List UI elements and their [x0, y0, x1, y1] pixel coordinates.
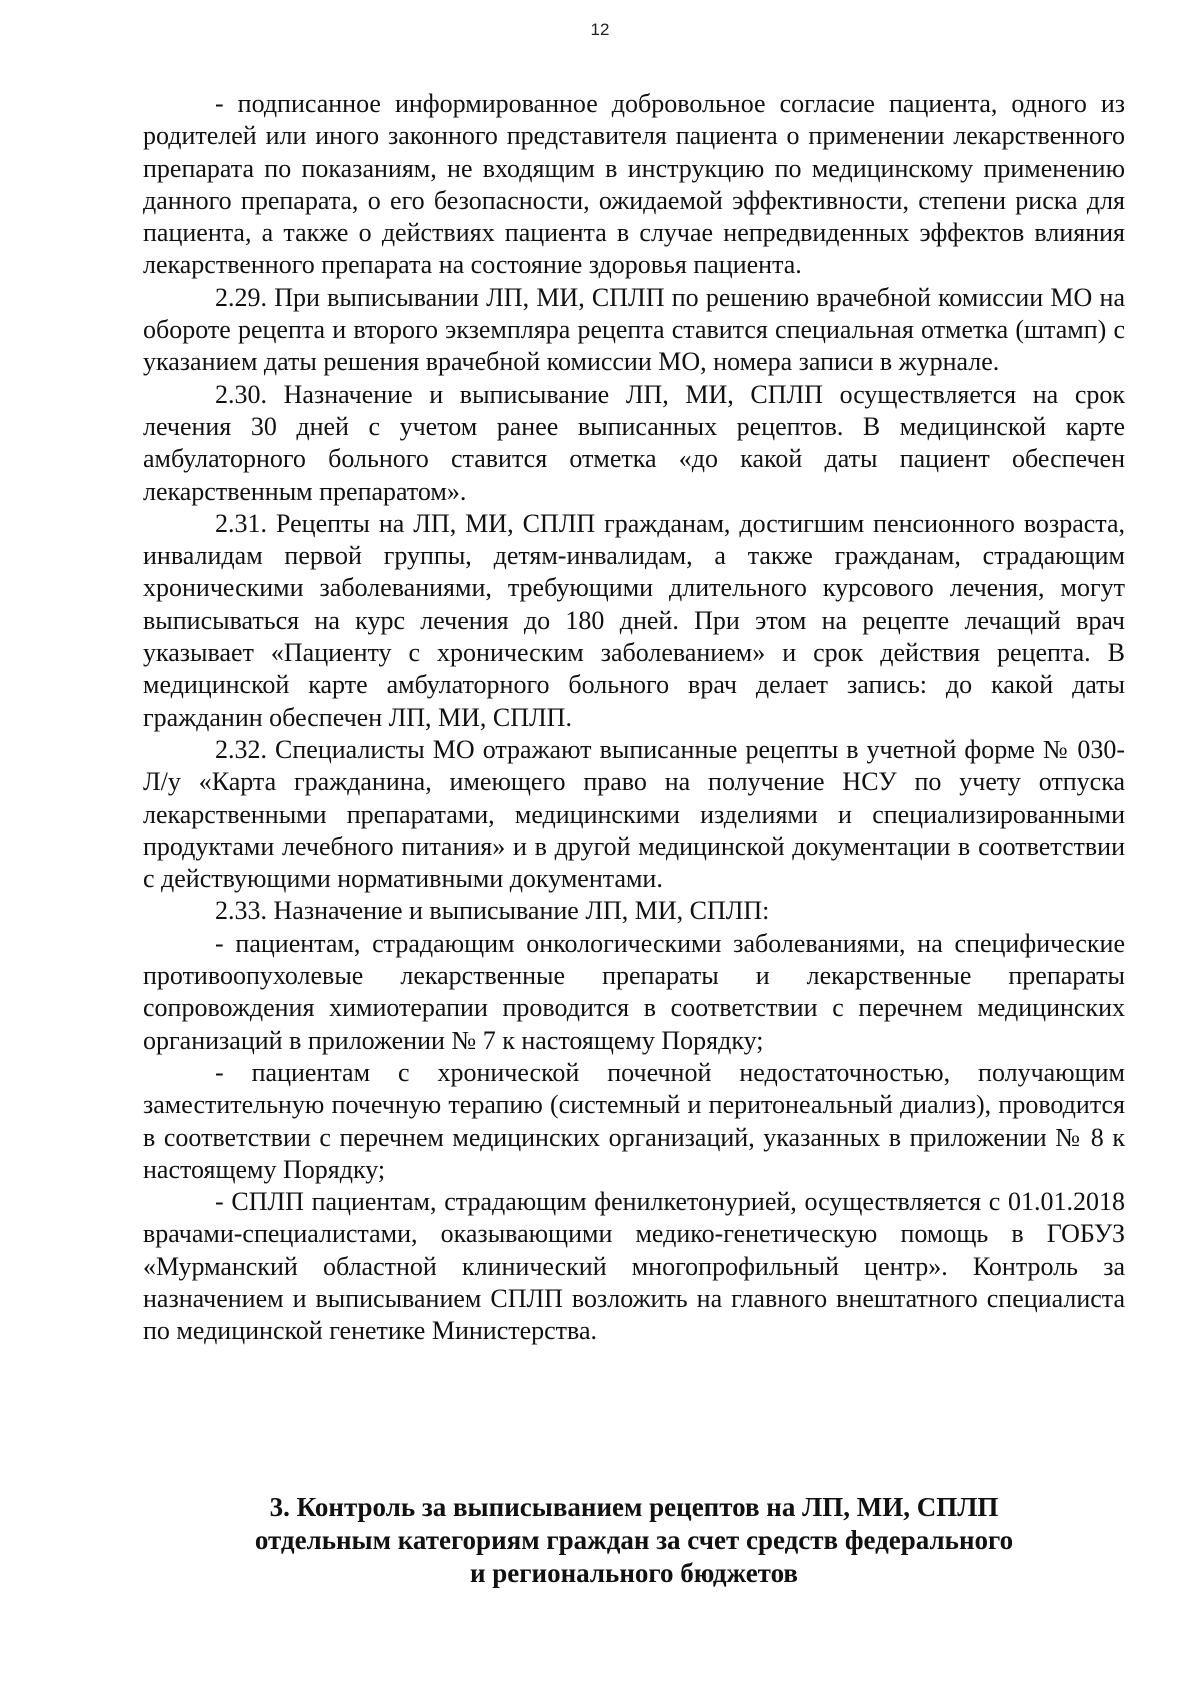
section-heading-line-1: 3. Контроль за выписыванием рецептов на ЛП, МИ, СПЛП [269, 1492, 999, 1522]
section-heading-line-2: отдельным категориям граждан за счет средств федерального [254, 1525, 1014, 1555]
list-item-phenylketonuria: - СПЛП пациентам, страдающим фенилкетонурией, осуществляется с 01.01.2018 врачами-специалистами, оказывающими медико-генетическую помощь в ГОБУЗ «Мурманский областной клинический многопрофильный центр». Контроль за назначением и выписыванием СПЛП возложить на главного внештатного специалиста по медицинской генетике Министерства. [143, 1187, 1125, 1346]
page-number: 12 [590, 20, 610, 39]
paragraph-2-32: 2.32. Специалисты МО отражают выписанные рецепты в учетной форме № 030-Л/у «Карта гражданина, имеющего право на получение НСУ по учету отпуска лекарственными препаратами, медицинскими изделиями и специализированными продуктами лечебного питания» и в другой медицинской документации в соответствии с действующими нормативными документами. [143, 734, 1125, 894]
list-item-oncology: - пациентам, страдающим онкологическими заболеваниями, на специфические противоопухолевые лекарственные препараты и лекарственные препараты сопровождения химиотерапии проводится в соответствии с перечнем медицинских организаций в приложении № 7 к настоящему Порядку; [143, 928, 1125, 1055]
paragraph-2-30: 2.30. Назначение и выписывание ЛП, МИ, СПЛП осуществляется на срок лечения 30 дней с учетом ранее выписанных рецептов. В медицинской карте амбулаторного больного ставится отметка «до какой даты пациент обеспечен лекарственным препаратом». [143, 379, 1125, 506]
paragraph-2-33: 2.33. Назначение и выписывание ЛП, МИ, СПЛП: [215, 896, 770, 926]
paragraph-2-29: 2.29. При выписывании ЛП, МИ, СПЛП по решению врачебной комиссии МО на обороте рецепта и второго экземпляра рецепта ставится специальная отметка (штамп) с указанием даты решения врачебной комиссии МО, номера записи в журнале. [143, 282, 1125, 377]
list-item-renal: - пациентам с хронической почечной недостаточностью, получающим заместительную почечную терапию (системный и перитонеальный диализ), проводится в соответствии с перечнем медицинских организаций, указанных в приложении № 8 к настоящему Порядку; [143, 1057, 1125, 1184]
section-heading [143, 1491, 1125, 1590]
paragraph-2-31: 2.31. Рецепты на ЛП, МИ, СПЛП гражданам, достигшим пенсионного возраста, инвалидам первой группы, детям-инвалидам, а также гражданам, страдающим хроническими заболеваниями, требующими длительного курсового лечения, могут выписываться на курс лечения до 180 дней. При этом на рецепте лечащий врач указывает «Пациенту с хроническим заболеванием» и срок действия рецепта. В медицинской карте амбулаторного больного врач делает запись: до какой даты гражданин обеспечен ЛП, МИ, СПЛП. [143, 508, 1125, 732]
document-body [143, 88, 1125, 1348]
section-heading-line-3: и регионального бюджетов [469, 1558, 798, 1588]
paragraph-consent: - подписанное информированное добровольное согласие пациента, одного из родителей или иного законного представителя пациента о применении лекарственного препарата по показаниям, не входящим в инструкцию по медицинскому применению данного препарата, о его безопасности, ожидаемой эффективности, степени риска для пациента, а также о действиях пациента в случае непредвиденных эффектов влияния лекарственного препарата на состояние здоровья пациента. [143, 89, 1125, 280]
